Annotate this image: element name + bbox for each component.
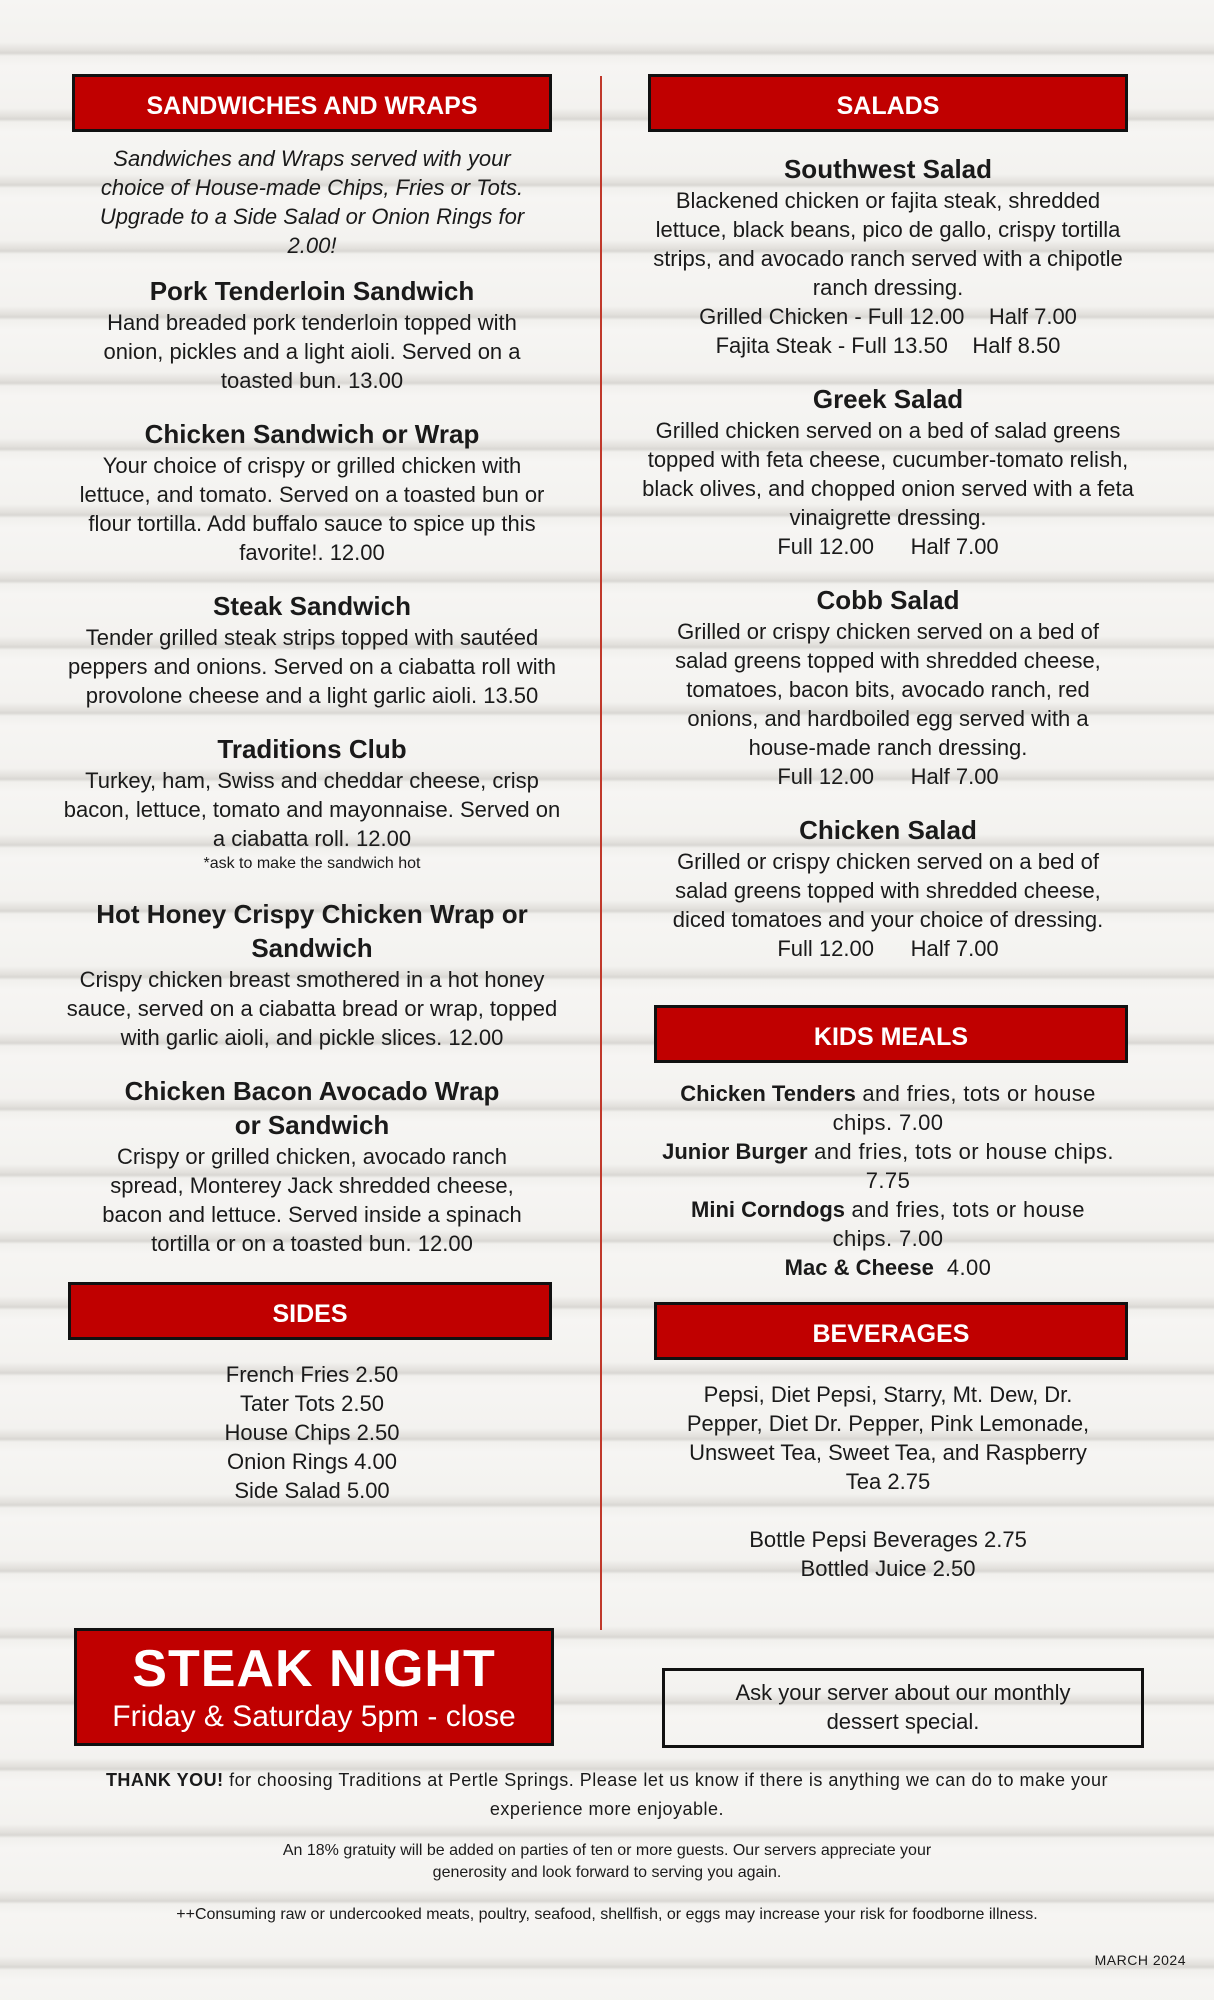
item-description: Grilled or crispy chicken served on a bed of salad greens topped with shredded cheese, diced tomatoes and your choice of dressing. [672,849,1104,932]
steak-night-banner [74,1628,554,1746]
dessert-special-box [662,1668,1144,1748]
menu-date: MARCH 2024 [1094,1952,1186,1968]
kids-item-name: Junior Burger [662,1139,808,1164]
item-name: Steak Sandwich [213,591,411,621]
sandwiches-header: SANDWICHES AND WRAPS [72,74,552,132]
item-description: Your choice of crispy or grilled chicken with lettuce, and tomato. Served on a toasted bun or flour tortilla. Add buffalo sauce to spice up this favorite!. 12.00 [79,453,545,565]
menu-item [63,732,561,875]
side-item: Side Salad 5.00 [234,1478,390,1503]
kids-item [662,1195,1114,1253]
item-description: Grilled or crispy chicken served on a bed of salad greens topped with shredded cheese, tomatoes, bacon bits, avocado ranch, red onions, and hardboiled egg served with a house-made ranch dressing. [675,619,1101,760]
menu-item [648,583,1128,791]
sides-list [72,1360,552,1505]
thank-you-note [60,1766,1154,1824]
menu-item [648,813,1128,963]
menu-item [68,589,556,710]
fountain-drinks: Pepsi, Diet Pepsi, Starry, Mt. Dew, Dr. Pepper, Diet Dr. Pepper, Pink Lemonade, Unsweet Tea, Sweet Tea, and Raspberry Tea 2.75 [686,1382,1090,1494]
side-item: Onion Rings 4.00 [227,1449,397,1474]
item-name: Pork Tenderloin Sandwich [149,276,475,306]
kids-item-detail: and fries, tots or house chips. 7.00 [832,1197,1085,1251]
left-column [63,74,561,1505]
sides-header: SIDES [68,1282,552,1340]
beverages-list [648,1380,1128,1583]
item-note: *ask to make the sandwich hot [203,855,421,872]
bottled-item: Bottle Pepsi Beverages 2.75 [749,1527,1027,1552]
kids-item-name: Mini Corndogs [691,1197,846,1222]
bottled-item: Bottled Juice 2.50 [800,1556,976,1581]
item-name: Southwest Salad [783,154,993,184]
kids-header: KIDS MEALS [654,1005,1128,1063]
item-name: Greek Salad [812,384,964,414]
item-description: Crispy or grilled chicken, avocado ranch spread, Monterey Jack shredded cheese, bacon and lettuce. Served inside a spinach tortilla or on a toasted bun. 12.00 [102,1144,522,1256]
item-name: Chicken Sandwich or Wrap [144,419,480,449]
item-description: Hand breaded pork tenderloin topped with onion, pickles and a light aioli. Served on a toasted bun. 13.00 [103,310,521,393]
item-name: Hot Honey Crispy Chicken Wrap or Sandwich [96,899,528,963]
price-line: Full 12.00 Half 7.00 [777,764,999,789]
menu-item [72,417,552,567]
kids-list [648,1079,1128,1282]
food-safety-warning [60,1904,1154,1926]
item-description: Blackened chicken or fajita steak, shredded lettuce, black beans, pico de gallo, crispy tortilla strips, and avocado ranch served with a chipotle ranch dressing. [653,188,1123,300]
price-line: Full 12.00 Half 7.00 [777,534,999,559]
sandwiches-intro: Sandwiches and Wraps served with your choice of House-made Chips, Fries or Tots. Upgrade to a Side Salad or Onion Rings for 2.00! [99,146,525,258]
item-description: Tender grilled steak strips topped with sautéed peppers and onions. Served on a ciabatta roll with provolone cheese and a light garlic aioli. 13.50 [68,625,556,708]
thank-you-text: for choosing Traditions at Pertle Springs. Please let us know if there is anything we can do to make your experience more enjoyable. [223,1770,1109,1819]
steak-night-subtitle: Friday & Saturday 5pm - close [112,1700,516,1733]
kids-item [662,1137,1114,1195]
salads-header: SALADS [648,74,1128,132]
kids-item-name: Chicken Tenders [680,1081,856,1106]
gratuity-text: An 18% gratuity will be added on parties of ten or more guests. Our servers appreciate your generosity and look forward to serving you again. [282,1842,932,1881]
menu-item [72,1074,552,1258]
gratuity-note [60,1840,1154,1884]
price-line: Fajita Steak - Full 13.50 Half 8.50 [715,333,1061,358]
side-item: French Fries 2.50 [225,1362,399,1387]
dessert-special-text: Ask your server about our monthly dessert special. [735,1680,1071,1734]
beverages-header: BEVERAGES [654,1302,1128,1360]
item-name: Traditions Club [217,734,407,764]
warning-text: ++Consuming raw or undercooked meats, poultry, seafood, shellfish, or eggs may increase your risk for foodborne illness. [176,1906,1038,1923]
price-line: Full 12.00 Half 7.00 [777,936,999,961]
thank-you-bold: THANK YOU! [105,1770,224,1790]
item-description: Turkey, ham, Swiss and cheddar cheese, crisp bacon, lettuce, tomato and mayonnaise. Served on a ciabatta roll. 12.00 [63,768,561,851]
item-name: Chicken Salad [799,815,977,845]
column-divider [600,76,602,1630]
kids-item [662,1079,1114,1137]
item-name: Cobb Salad [816,585,960,615]
kids-item [662,1253,1114,1282]
right-column [642,74,1134,1583]
kids-item-detail: and fries, tots or house chips. 7.00 [832,1081,1096,1135]
menu-item [648,152,1128,360]
steak-night-title: STEAK NIGHT [132,1640,496,1698]
kids-item-detail: 4.00 [933,1255,992,1280]
kids-item-detail: and fries, tots or house chips. 7.75 [807,1139,1114,1193]
item-description: Crispy chicken breast smothered in a hot honey sauce, served on a ciabatta bread or wrap, topped with garlic aioli, and pickle slices. 12.00 [66,967,558,1050]
item-name: Chicken Bacon Avocado Wrap or Sandwich [124,1076,500,1140]
side-item: Tater Tots 2.50 [240,1391,384,1416]
side-item: House Chips 2.50 [224,1420,400,1445]
menu-item [66,897,558,1052]
kids-item-name: Mac & Cheese [784,1255,934,1280]
item-description: Grilled chicken served on a bed of salad greens topped with feta cheese, cucumber-tomato relish, black olives, and chopped onion served with a feta vinaigrette dressing. [642,418,1134,530]
price-line: Grilled Chicken - Full 12.00 Half 7.00 [699,304,1077,329]
menu-item [642,382,1134,561]
menu-item [72,274,552,395]
